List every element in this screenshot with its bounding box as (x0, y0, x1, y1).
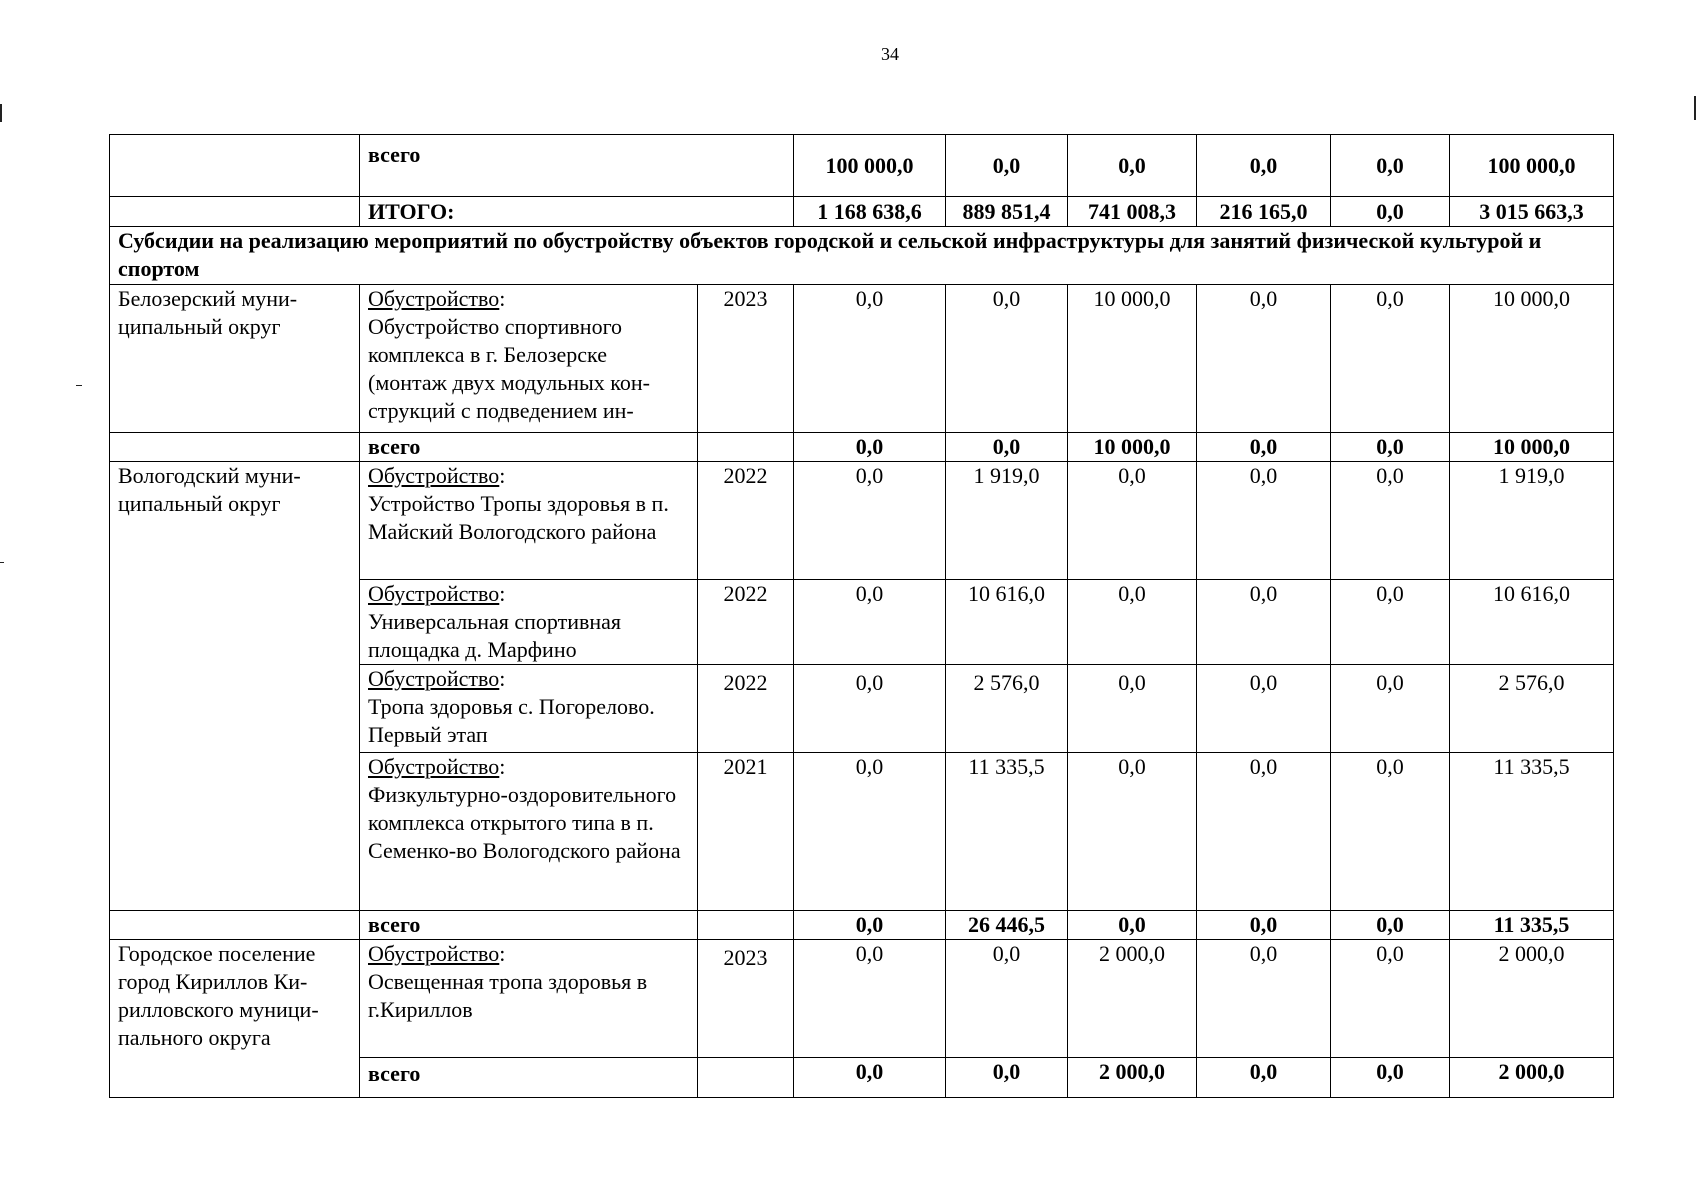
value-cell: 0,0 (794, 665, 946, 753)
value-cell: 0,0 (946, 135, 1068, 197)
scan-mark-right (1694, 96, 1696, 120)
value-cell: 10 000,0 (1450, 285, 1614, 433)
object-kind: Обустройство (368, 581, 500, 606)
value-cell: 0,0 (1331, 135, 1450, 197)
value-cell: 0,0 (794, 433, 946, 462)
value-cell: 0,0 (794, 911, 946, 940)
value-cell: 0,0 (946, 1058, 1068, 1098)
object-kind: Обустройство (368, 666, 500, 691)
value-cell: 0,0 (1331, 580, 1450, 665)
value-cell: 0,0 (1068, 753, 1197, 911)
value-cell: 11 335,5 (1450, 753, 1614, 911)
value-cell: 10 000,0 (1068, 285, 1197, 433)
value-cell: 11 335,5 (1450, 911, 1614, 940)
cell-empty (110, 433, 360, 462)
object-text: Физкультурно-оздоровительного комплекса открытого типа в п. Семенко-во Вологодского района (368, 782, 681, 863)
year-cell: 2022 (698, 462, 794, 580)
value-cell: 0,0 (1331, 197, 1450, 227)
value-cell: 0,0 (1197, 433, 1331, 462)
value-cell: 0,0 (1197, 1058, 1331, 1098)
value-cell: 0,0 (1068, 665, 1197, 753)
section-header-row (110, 227, 1614, 285)
value-cell: 26 446,5 (946, 911, 1068, 940)
table-row (110, 285, 1614, 433)
value-cell: 1 168 638,6 (794, 197, 946, 227)
value-cell: 741 008,3 (1068, 197, 1197, 227)
object-description (360, 753, 698, 911)
row-label: всего (360, 135, 794, 197)
value-cell: 0,0 (946, 433, 1068, 462)
object-kind: Обустройство (368, 754, 500, 779)
table-row-total-prev (110, 135, 1614, 197)
municipality-name: Городское поселение город Кириллов Ки-рилловского муници-пального округа (110, 940, 360, 1098)
cell-empty (698, 433, 794, 462)
value-cell: 0,0 (1197, 911, 1331, 940)
value-cell: 0,0 (1068, 580, 1197, 665)
value-cell: 0,0 (1197, 753, 1331, 911)
value-cell: 0,0 (1331, 462, 1450, 580)
value-cell: 10 000,0 (1068, 433, 1197, 462)
cell-empty (110, 197, 360, 227)
value-cell: 889 851,4 (946, 197, 1068, 227)
year-cell: 2023 (698, 940, 794, 1058)
object-kind-suffix: : (499, 286, 506, 311)
object-kind-suffix: : (499, 666, 506, 691)
value-cell: 10 000,0 (1450, 433, 1614, 462)
scan-mark-left-2 (76, 385, 82, 386)
year-cell: 2021 (698, 753, 794, 911)
cell-empty (110, 911, 360, 940)
value-cell: 10 616,0 (1450, 580, 1614, 665)
value-cell: 11 335,5 (946, 753, 1068, 911)
value-cell: 2 576,0 (1450, 665, 1614, 753)
object-text: Освещенная тропа здоровья в г.Кириллов (368, 969, 648, 1022)
object-kind-suffix: : (499, 941, 506, 966)
value-cell: 0,0 (1331, 911, 1450, 940)
object-kind: Обустройство (368, 463, 500, 488)
row-label: ИТОГО: (360, 197, 794, 227)
cell-empty (698, 1058, 794, 1098)
value-cell: 2 000,0 (1450, 940, 1614, 1058)
value-cell: 216 165,0 (1197, 197, 1331, 227)
value-cell: 0,0 (1331, 665, 1450, 753)
value-cell: 0,0 (1068, 135, 1197, 197)
value-cell: 0,0 (946, 285, 1068, 433)
year-cell: 2023 (698, 285, 794, 433)
value-cell: 1 919,0 (1450, 462, 1614, 580)
value-cell: 0,0 (794, 940, 946, 1058)
object-description (360, 462, 698, 580)
object-description (360, 285, 698, 433)
budget-table (109, 134, 1614, 1098)
object-description (360, 580, 698, 665)
year-cell: 2022 (698, 580, 794, 665)
municipality-name: Вологодский муни-ципальный округ (110, 462, 360, 911)
page-number: 34 (881, 44, 899, 64)
object-kind: Обустройство (368, 941, 500, 966)
value-cell: 0,0 (794, 580, 946, 665)
value-cell: 0,0 (1197, 135, 1331, 197)
value-cell: 0,0 (1197, 665, 1331, 753)
table-row-subtotal (110, 433, 1614, 462)
value-cell: 0,0 (794, 285, 946, 433)
row-label: всего (360, 1058, 698, 1098)
value-cell: 0,0 (1331, 433, 1450, 462)
row-label: всего (360, 911, 698, 940)
year-cell: 2022 (698, 665, 794, 753)
value-cell: 0,0 (1068, 911, 1197, 940)
object-kind: Обустройство (368, 286, 500, 311)
cell-empty (698, 911, 794, 940)
object-text: Обустройство спортивного комплекса в г. Белозерске (монтаж двух модульных кон-струкций с подведением ин- (368, 314, 650, 423)
scan-mark-left-3 (0, 562, 4, 563)
value-cell: 0,0 (1331, 753, 1450, 911)
object-kind-suffix: : (499, 581, 506, 606)
object-description (360, 665, 698, 753)
section-title: Субсидии на реализацию мероприятий по обустройству объектов городской и сельской инфраструктуры для занятий физической культурой и спортом (110, 227, 1614, 285)
value-cell: 0,0 (1331, 1058, 1450, 1098)
object-kind-suffix: : (499, 463, 506, 488)
object-text: Тропа здоровья с. Погорелово. Первый этап (368, 694, 655, 747)
value-cell: 100 000,0 (1450, 135, 1614, 197)
cell-empty (110, 135, 360, 197)
table-row (110, 462, 1614, 580)
value-cell: 0,0 (1197, 580, 1331, 665)
value-cell: 0,0 (1331, 285, 1450, 433)
row-label: всего (360, 433, 698, 462)
object-description (360, 940, 698, 1058)
value-cell: 0,0 (794, 1058, 946, 1098)
municipality-name: Белозерский муни-ципальный округ (110, 285, 360, 433)
value-cell: 0,0 (794, 462, 946, 580)
value-cell: 0,0 (1068, 462, 1197, 580)
value-cell: 0,0 (1331, 940, 1450, 1058)
object-kind-suffix: : (499, 754, 506, 779)
value-cell: 10 616,0 (946, 580, 1068, 665)
table-row (110, 940, 1614, 1058)
value-cell: 2 000,0 (1068, 940, 1197, 1058)
value-cell: 0,0 (1197, 285, 1331, 433)
object-text: Устройство Тропы здоровья в п. Майский Вологодского района (368, 491, 669, 544)
value-cell: 0,0 (1197, 940, 1331, 1058)
value-cell: 3 015 663,3 (1450, 197, 1614, 227)
scan-mark-left (0, 104, 2, 122)
object-text: Универсальная спортивная площадка д. Марфино (368, 609, 622, 662)
value-cell: 2 576,0 (946, 665, 1068, 753)
value-cell: 0,0 (1197, 462, 1331, 580)
value-cell: 0,0 (946, 940, 1068, 1058)
value-cell: 2 000,0 (1068, 1058, 1197, 1098)
value-cell: 1 919,0 (946, 462, 1068, 580)
value-cell: 100 000,0 (794, 135, 946, 197)
value-cell: 0,0 (794, 753, 946, 911)
table-row-subtotal (110, 911, 1614, 940)
value-cell: 2 000,0 (1450, 1058, 1614, 1098)
table-row-grand-total (110, 197, 1614, 227)
